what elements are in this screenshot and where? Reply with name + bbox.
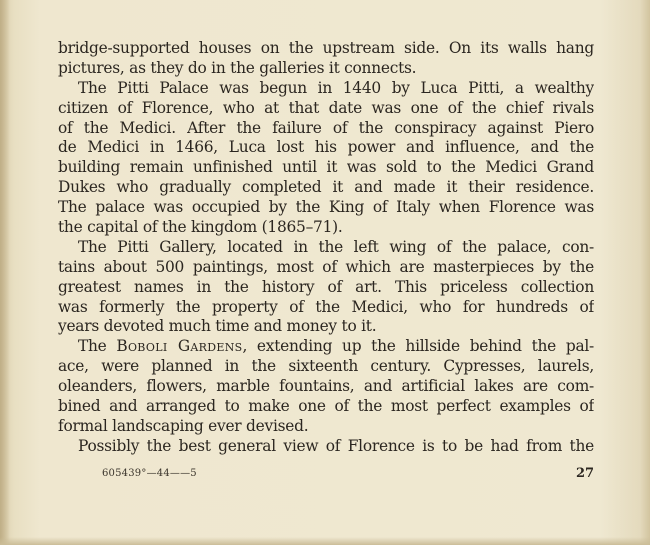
binding-shadow [0, 0, 10, 545]
text-line: de Medici in 1466, Luca lost his power and influence, and the [58, 138, 594, 157]
text-line: was formerly the property of the Medici, who for hundreds of [58, 297, 594, 316]
paragraph-start-line: The Pitti Palace was begun in 1440 by Luca Pitti, a wealthy [78, 78, 594, 97]
text-line: formal landscaping ever devised. [58, 416, 309, 435]
text-segment: , extending up the hillside behind the pal- [242, 337, 594, 356]
text-line: bridge-supported houses on the upstream side. On its walls hang [58, 39, 594, 57]
text-line: oleanders, flowers, marble fountains, and artificial lakes are com- [58, 377, 594, 396]
text-line: the capital of the kingdom (1865–71). [58, 218, 343, 237]
text-line: of the Medici. After the failure of the conspiracy against Piero [58, 118, 594, 137]
text-line: building remain unfinished until it was sold to the Medici Grand [58, 158, 594, 177]
text-line: ace, were planned in the sixteenth century. Cypresses, laurels, [58, 357, 594, 376]
paragraph-start-line: The Pitti Gallery, located in the left wing of the palace, con- [78, 237, 594, 256]
page-number: 27 [576, 466, 595, 481]
text-line: pictures, as they do in the galleries it connects. [58, 58, 417, 77]
printer-code: 605439°—44——5 [102, 468, 197, 479]
text-line: The palace was occupied by the King of Italy when Florence was [58, 198, 594, 217]
text-line: greatest names in the history of art. This priceless collection [58, 277, 594, 296]
paragraph-start-line [58, 337, 594, 357]
text-segment: The [78, 337, 117, 356]
text-line: tains about 500 paintings, most of which are masterpieces by the [58, 257, 594, 276]
text-line: years devoted much time and money to it. [58, 317, 377, 336]
text-line: Dukes who gradually completed it and made it their residence. [58, 178, 594, 197]
body-text [58, 39, 594, 457]
small-caps-term: Boboli Gardens [116, 337, 243, 356]
text-line: bined and arranged to make one of the most perfect examples of [58, 397, 594, 416]
text-line: citizen of Florence, who at that date was one of the chief rivals [58, 98, 594, 117]
page-bottom-edge [0, 537, 650, 545]
paragraph-start-line: Possibly the best general view of Florence is to be had from the [78, 436, 594, 455]
